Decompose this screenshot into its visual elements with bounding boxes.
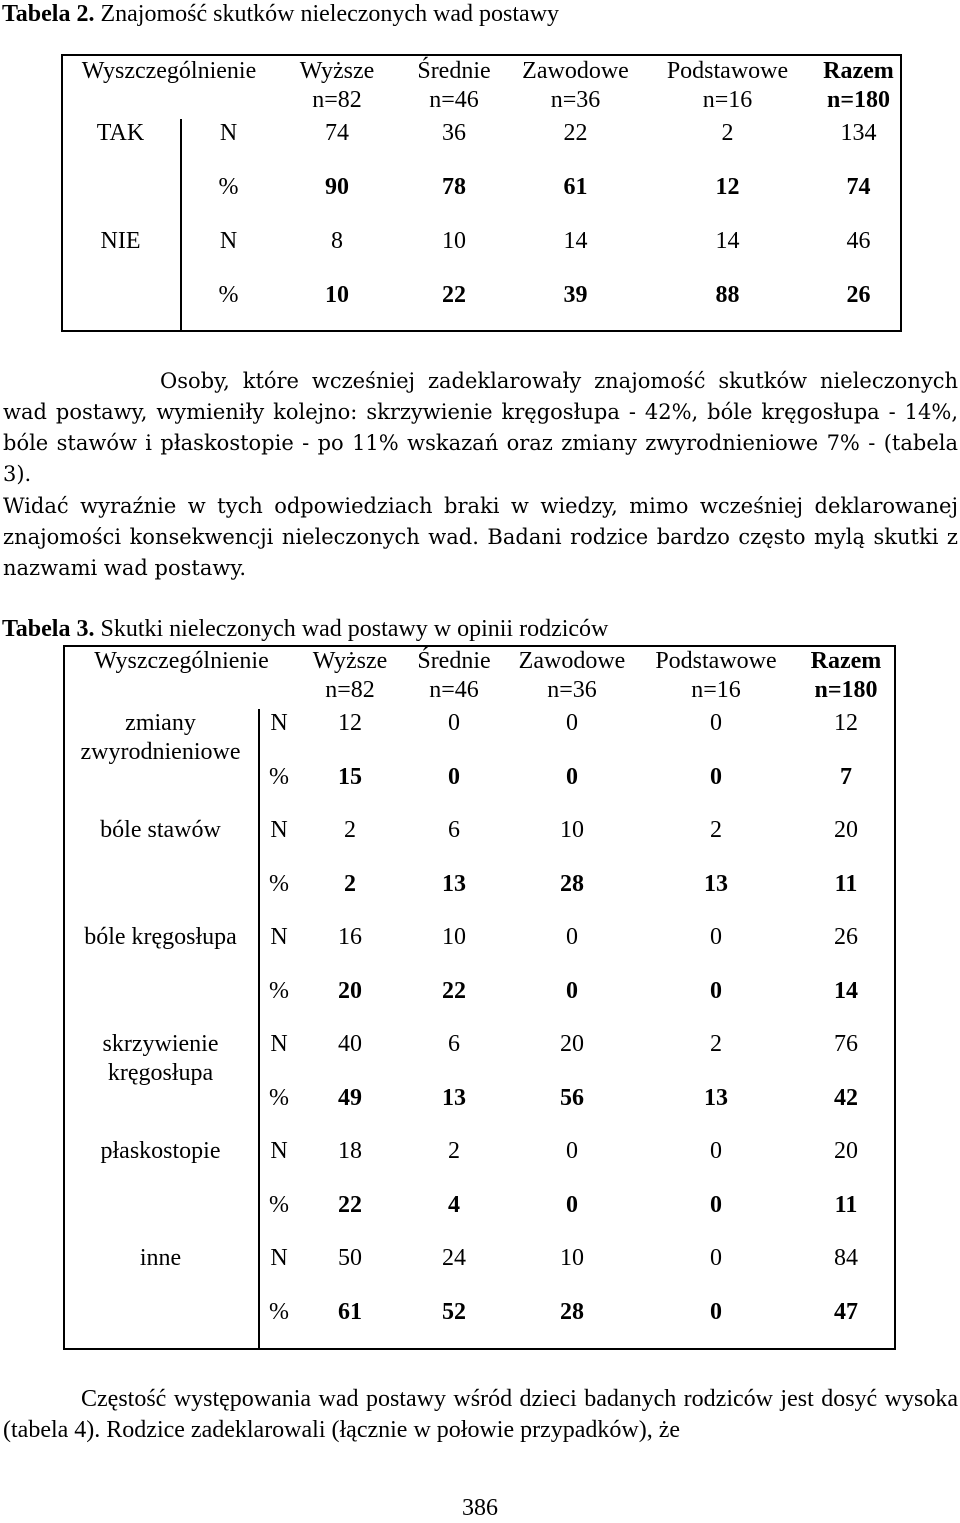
table3-cell: 6 bbox=[448, 1031, 460, 1057]
table2-cell: 2 bbox=[721, 120, 734, 146]
table2-header-title: Razem bbox=[823, 58, 894, 84]
table2-header-title: Wyższe bbox=[299, 58, 375, 84]
table3-header-cell bbox=[796, 647, 896, 709]
table2-caption-text: Znajomość skutków nieleczonych wad postawy bbox=[100, 1, 560, 27]
table3-body bbox=[63, 709, 896, 1351]
table2-header-cell bbox=[511, 57, 640, 119]
table2-cell: 61 bbox=[563, 174, 588, 200]
table3-cell: 11 bbox=[834, 1191, 858, 1218]
table3-cell: 0 bbox=[710, 1191, 722, 1218]
table2-cell: 134 bbox=[840, 120, 877, 146]
table3-stat-label: % bbox=[269, 1298, 289, 1325]
table2-cell: 78 bbox=[442, 174, 466, 200]
table3-header-n: n=82 bbox=[325, 676, 375, 703]
table3-cell: 0 bbox=[710, 1138, 722, 1164]
table3-cell: 0 bbox=[566, 1138, 578, 1164]
table3-cell: 13 bbox=[704, 870, 728, 897]
table2-cell: 46 bbox=[846, 228, 871, 254]
table2-cell: 22 bbox=[442, 282, 466, 308]
table3-stat-label: N bbox=[270, 1031, 288, 1057]
table2-header-n: n=46 bbox=[429, 86, 479, 113]
table2-cell: 10 bbox=[442, 228, 466, 254]
table3-stat-label: N bbox=[270, 924, 288, 950]
table2-cell: 74 bbox=[846, 174, 871, 200]
table2-header-cell bbox=[397, 57, 511, 119]
paragraph-1: Osoby, które wcześniej zadeklarowały znajomość skutków nieleczonych wad postawy, wymieniły kolejno: skrzywienie kręgosłupa - 42%, bóle kręgosłupa - 14%, bóle stawów i płaskostopie - po 11% wskazań oraz zmiany zwyrodnieniowe 7% - (tabela 3). bbox=[3, 369, 958, 486]
table2-cell: 8 bbox=[331, 228, 343, 254]
table3-caption-label: Tabela 3. bbox=[2, 616, 95, 642]
table2-cell: 14 bbox=[563, 228, 588, 254]
table3-cell: 28 bbox=[560, 870, 584, 897]
table3-caption bbox=[2, 615, 608, 644]
table2-cell: 10 bbox=[325, 282, 349, 308]
table3-cell: 84 bbox=[834, 1245, 858, 1271]
table2-header-n: n=82 bbox=[312, 86, 362, 113]
table3-row bbox=[63, 709, 896, 763]
table3-cell: 0 bbox=[710, 1245, 722, 1271]
table3-cell: 24 bbox=[442, 1245, 466, 1271]
table2-row bbox=[61, 281, 902, 335]
table3-row bbox=[63, 816, 896, 870]
table3-cell: 0 bbox=[566, 1191, 578, 1218]
table3-cell: 6 bbox=[448, 817, 460, 843]
table2-cell: 12 bbox=[715, 174, 740, 200]
table3-cell: 12 bbox=[834, 710, 858, 736]
table3-row bbox=[63, 923, 896, 977]
table2-stat-label: % bbox=[218, 282, 239, 308]
table3-stat-label: N bbox=[270, 710, 288, 736]
table3-cell: 61 bbox=[338, 1298, 362, 1325]
table3-row bbox=[63, 1244, 896, 1298]
table3-header-cell bbox=[636, 647, 796, 709]
table3-cell: 14 bbox=[834, 977, 858, 1004]
table2-header-cell bbox=[277, 57, 397, 119]
table3-cell: 10 bbox=[560, 817, 584, 843]
table3-group-label: płaskostopie bbox=[100, 1138, 221, 1164]
table3-stat-label: N bbox=[270, 817, 288, 843]
table3-cell: 0 bbox=[566, 977, 578, 1004]
table3-cell: 0 bbox=[710, 710, 722, 736]
paragraph-2: Widać wyraźnie w tych odpowiedziach braki w wiedzy, mimo wcześniej deklarowanej znajomości konsekwencji nieleczonych wad. Badani rodzice bardzo często mylą skutki z nazwami wad postawy. bbox=[3, 494, 958, 580]
table3-cell: 76 bbox=[834, 1031, 858, 1057]
table3-cell: 22 bbox=[442, 977, 466, 1004]
table3-cell: 2 bbox=[448, 1138, 460, 1164]
table3-stat-label: % bbox=[269, 977, 289, 1004]
table3-cell: 13 bbox=[704, 1084, 728, 1111]
table3-caption-text: Skutki nieleczonych wad postawy w opinii rodziców bbox=[100, 616, 609, 642]
table3-header-cell bbox=[508, 647, 636, 709]
table3-cell: 4 bbox=[448, 1191, 460, 1218]
table3-header-title: Podstawowe bbox=[655, 648, 777, 674]
table2-header-n: n=16 bbox=[702, 86, 753, 113]
table3-header-title: Średnie bbox=[417, 648, 491, 674]
table3-header-cell bbox=[400, 647, 508, 709]
table3-cell: 0 bbox=[710, 1298, 722, 1325]
table2-header-label-text: Wyszczególnienie bbox=[81, 58, 257, 84]
paragraph-3: Częstość występowania wad postawy wśród dzieci badanych rodziców jest dosyć wysoka (tabela 4). Rodzice zadeklarowali (łącznie w połowie przypadków), że bbox=[3, 1386, 958, 1443]
table3-cell: 0 bbox=[566, 710, 578, 736]
table3-stat-label: N bbox=[270, 1245, 288, 1271]
table3-cell: 22 bbox=[338, 1191, 362, 1218]
table3-header-title: Wyższe bbox=[312, 648, 388, 674]
table3-cell: 42 bbox=[834, 1084, 858, 1111]
table3-header-label-text: Wyszczególnienie bbox=[94, 648, 269, 674]
table3-cell: 16 bbox=[338, 924, 362, 950]
table3-cell: 0 bbox=[710, 977, 722, 1004]
page-number: 386 bbox=[462, 1495, 498, 1521]
table2-header-title: Podstawowe bbox=[666, 58, 789, 84]
table2-group-label bbox=[61, 173, 180, 227]
table3-cell: 0 bbox=[448, 763, 460, 790]
table2-header-title: Zawodowe bbox=[522, 58, 629, 84]
table3-stat-label: % bbox=[269, 1084, 289, 1111]
table3-cell: 0 bbox=[710, 763, 722, 790]
table3-group-label: bóle stawów bbox=[100, 817, 221, 843]
table2-row bbox=[61, 119, 902, 173]
table2-cell: 88 bbox=[715, 282, 740, 308]
table3-cell: 18 bbox=[338, 1138, 362, 1164]
table3-group-label: skrzywienie kręgosłupa bbox=[102, 1031, 219, 1086]
table3-header-n: n=180 bbox=[814, 676, 878, 703]
table3-group-label: inne bbox=[139, 1245, 182, 1271]
table3-stat-label: % bbox=[269, 870, 289, 897]
table3-cell: 7 bbox=[840, 763, 852, 790]
table3-cell: 40 bbox=[338, 1031, 362, 1057]
table2-row bbox=[61, 173, 902, 227]
table3-cell: 47 bbox=[834, 1298, 858, 1325]
table2-cell: 36 bbox=[442, 120, 466, 146]
table3-cell: 0 bbox=[448, 710, 460, 736]
table2-group-label: NIE bbox=[100, 228, 141, 254]
table3-cell: 20 bbox=[834, 817, 858, 843]
table3-cell: 49 bbox=[338, 1084, 362, 1111]
table3-header-n: n=16 bbox=[691, 676, 741, 703]
table3-cell: 13 bbox=[442, 1084, 466, 1111]
table3-cell: 0 bbox=[566, 763, 578, 790]
table3-cell: 56 bbox=[560, 1084, 584, 1111]
table3-stat-label: % bbox=[269, 1191, 289, 1218]
table2-header-cell bbox=[640, 57, 815, 119]
table2-cell: 39 bbox=[563, 282, 588, 308]
table2-header-cell bbox=[815, 57, 902, 119]
table3 bbox=[63, 647, 896, 1351]
table3-header-n: n=36 bbox=[547, 676, 597, 703]
table2-header-n: n=180 bbox=[826, 86, 891, 113]
table2-stat-label: % bbox=[218, 174, 239, 200]
table3-cell: 10 bbox=[560, 1245, 584, 1271]
table3-cell: 20 bbox=[560, 1031, 584, 1057]
table3-cell: 12 bbox=[338, 710, 362, 736]
table3-cell: 2 bbox=[710, 817, 722, 843]
table2-stat-label: N bbox=[219, 228, 238, 254]
table2-cell: 90 bbox=[325, 174, 349, 200]
table2-cell: 14 bbox=[715, 228, 740, 254]
table2-row bbox=[61, 227, 902, 281]
table3-row bbox=[63, 1137, 896, 1191]
table3-cell: 50 bbox=[338, 1245, 362, 1271]
table2-cell: 26 bbox=[846, 282, 871, 308]
table2-stat-label: N bbox=[219, 120, 238, 146]
table3-header-title: Zawodowe bbox=[518, 648, 626, 674]
table3-row bbox=[63, 1030, 896, 1084]
table3-stat-label: % bbox=[269, 763, 289, 790]
table3-cell: 2 bbox=[344, 870, 356, 897]
table2-cell: 22 bbox=[563, 120, 588, 146]
table3-header-cell bbox=[300, 647, 400, 709]
table3-cell: 28 bbox=[560, 1298, 584, 1325]
table3-cell: 0 bbox=[566, 924, 578, 950]
table2-group-label bbox=[61, 281, 180, 335]
table3-cell: 10 bbox=[442, 924, 466, 950]
table3-cell: 13 bbox=[442, 870, 466, 897]
table2-header-n: n=36 bbox=[550, 86, 601, 113]
table3-cell: 0 bbox=[710, 924, 722, 950]
table3-group-label: zmiany zwyrodnieniowe bbox=[80, 710, 241, 765]
table3-group-label: bóle kręgosłupa bbox=[84, 924, 237, 950]
table2-header-row bbox=[61, 57, 902, 119]
table2-caption bbox=[2, 0, 559, 29]
table3-cell: 2 bbox=[344, 817, 356, 843]
table3-stat-label: N bbox=[270, 1138, 288, 1164]
table2-header-title: Średnie bbox=[417, 58, 491, 84]
table3-cell: 20 bbox=[834, 1138, 858, 1164]
table3-cell: 2 bbox=[710, 1031, 722, 1057]
table2-caption-label: Tabela 2. bbox=[2, 1, 95, 27]
table3-header-label bbox=[63, 647, 300, 709]
table3-cell: 11 bbox=[834, 870, 858, 897]
table3-header-row bbox=[63, 647, 896, 709]
table3-cell: 15 bbox=[338, 763, 362, 790]
table3-cell: 20 bbox=[338, 977, 362, 1004]
table2-cell: 74 bbox=[325, 120, 349, 146]
table3-header-n: n=46 bbox=[429, 676, 479, 703]
table2 bbox=[61, 57, 902, 335]
table2-header-label bbox=[61, 57, 277, 119]
table3-cell: 26 bbox=[834, 924, 858, 950]
table2-group-label: TAK bbox=[96, 120, 145, 146]
table3-header-title: Razem bbox=[810, 648, 882, 674]
table3-cell: 52 bbox=[442, 1298, 466, 1325]
